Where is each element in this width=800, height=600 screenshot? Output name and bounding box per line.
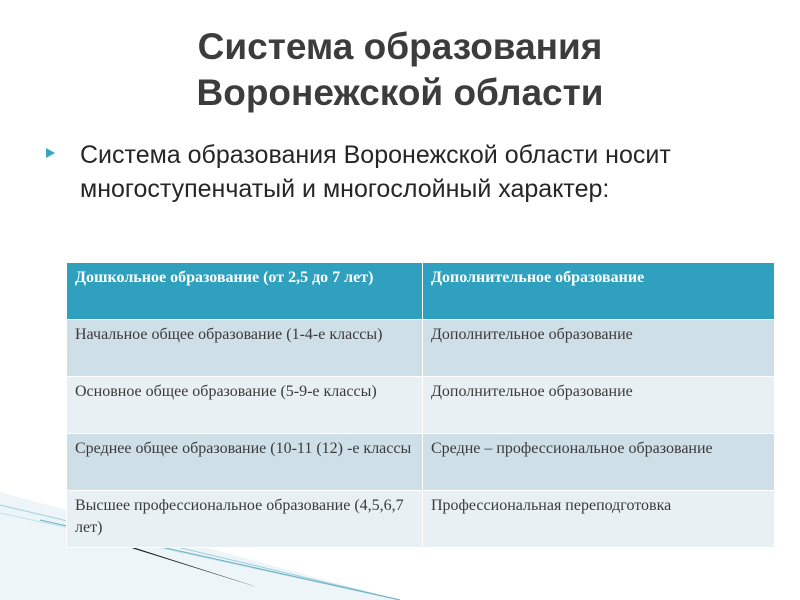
table-cell-additional: Дополнительное образование [423, 320, 775, 377]
table-cell-level: Начальное общее образование (1-4-е классы) [67, 320, 423, 377]
table-row [67, 320, 775, 377]
table-row [67, 434, 775, 491]
table-cell-additional: Дополнительное образование [423, 377, 775, 434]
title-line-1: Система образования [197, 26, 603, 67]
table-header-row [67, 263, 775, 320]
triangle-bullet-icon [46, 148, 55, 158]
table-row [67, 377, 775, 434]
table-cell-additional: Средне – профессиональное образование [423, 434, 775, 491]
table-header-cell-right: Дополнительное образование [423, 263, 775, 320]
education-table [66, 262, 775, 548]
page-title [60, 24, 740, 116]
bullet-text: Система образования Воронежской области носит многоступенчатый и многослойный характер: [80, 141, 671, 203]
table-cell-level: Основное общее образование (5-9-е классы) [67, 377, 423, 434]
table-header-cell-left: Дошкольное образование (от 2,5 до 7 лет) [67, 263, 423, 320]
table-cell-level: Среднее общее образование (10-11 (12) -е классы [67, 434, 423, 491]
title-line-2: Воронежской области [196, 72, 604, 113]
table-cell-level: Высшее профессиональное образование (4,5,6,7 лет) [67, 491, 423, 548]
table-cell-additional: Профессиональная переподготовка [423, 491, 775, 548]
table-row [67, 491, 775, 548]
